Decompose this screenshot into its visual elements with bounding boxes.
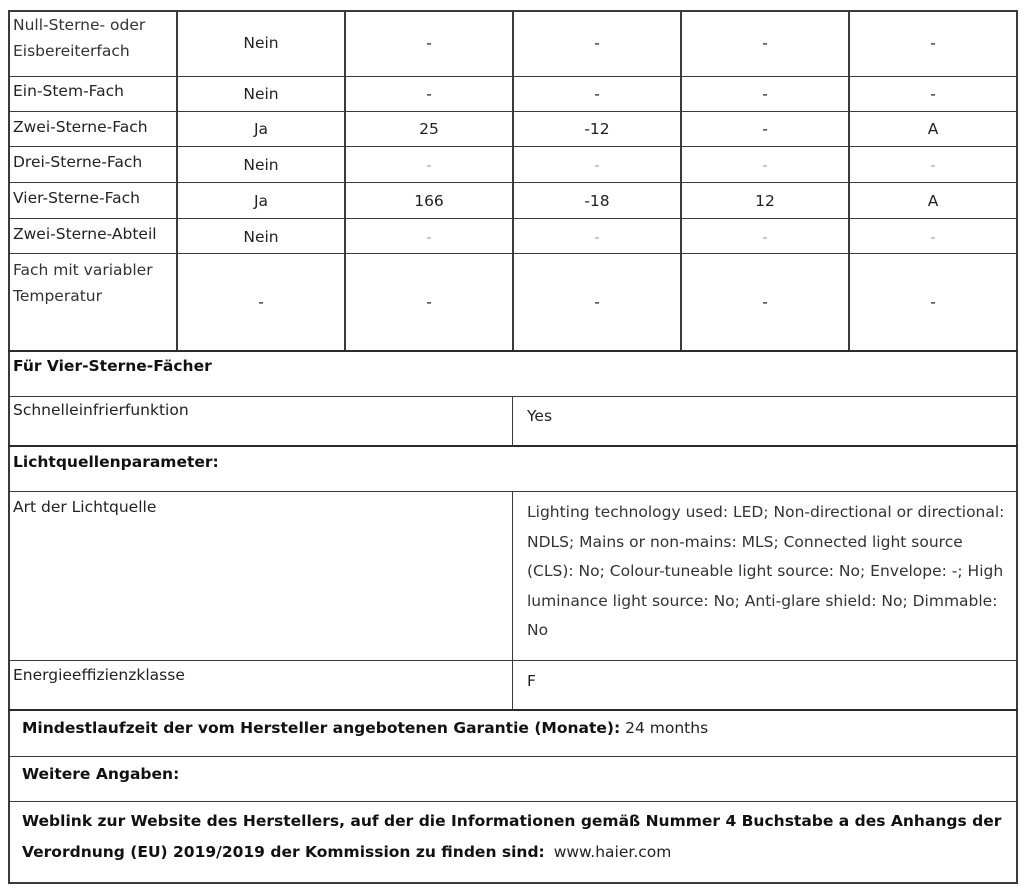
weblink-text-line2: Verordnung (EU) 2019/2019 der Kommission zu finden sind: (22, 843, 545, 861)
kv-divider (512, 491, 513, 710)
section-line (8, 709, 1018, 711)
light-type-label: Art der Lichtquelle (13, 498, 157, 516)
compartment-name: Zwei-Sterne-Abteil (13, 225, 157, 243)
border-left (8, 10, 10, 884)
compartment-name: Ein-Stem-Fach (13, 82, 124, 100)
compartment-value: - (930, 156, 936, 174)
further-info-heading: Weitere Angaben: (22, 765, 180, 783)
compartment-value: - (426, 228, 432, 246)
compartment-name: Drei-Sterne-Fach (13, 153, 143, 171)
light-heading: Lichtquellenparameter: (13, 453, 219, 471)
compartment-value: 12 (755, 192, 775, 210)
row-line (8, 253, 1018, 254)
compartment-value: - (426, 156, 432, 174)
compartment-value: -18 (584, 192, 610, 210)
row-line (8, 146, 1018, 147)
row-line (8, 756, 1018, 757)
energy-class-label: Energieeffizienzklasse (13, 666, 185, 684)
compartment-name: Null-Sterne- oder Eisbereiterfach (13, 16, 146, 60)
weblink-line2 (22, 840, 671, 864)
compartment-value: - (594, 34, 600, 52)
section-line (8, 350, 1018, 352)
energy-class-value: F (527, 672, 536, 690)
row-line (8, 182, 1018, 183)
compartment-value: -12 (584, 120, 610, 138)
light-type-value: Lighting technology used: LED; Non-directional or directional: NDLS; Mains or non-mains: MLS; Connected light source (CLS): No; Colour-tuneable light source: No; Envelope: -; High luminance light source: No; Anti-glare shield: No; Dimmable: No (527, 503, 1005, 639)
section-line (8, 445, 1018, 447)
compartment-value: - (762, 293, 768, 311)
row-line (8, 111, 1018, 112)
compartment-value: - (426, 293, 432, 311)
compartment-value: - (762, 120, 768, 138)
compartment-present: Ja (253, 120, 269, 138)
compartment-present: Nein (243, 34, 279, 52)
compartment-name: Fach mit variabler Temperatur (13, 261, 153, 305)
compartment-present: Nein (243, 228, 279, 246)
row-line (8, 218, 1018, 219)
quick-freeze-value: Yes (527, 407, 553, 425)
compartment-present: Ja (253, 192, 269, 210)
row-line (8, 801, 1018, 802)
compartment-value: A (927, 120, 939, 138)
kv-divider (512, 396, 513, 446)
compartment-value: - (762, 34, 768, 52)
compartment-present: Nein (243, 156, 279, 174)
compartment-value: - (930, 228, 936, 246)
compartment-value: 25 (419, 120, 439, 138)
compartment-present: - (258, 293, 264, 311)
compartment-value: 166 (414, 192, 444, 210)
compartment-value: - (594, 156, 600, 174)
row-line (8, 76, 1018, 77)
quick-freeze-label: Schnelleinfrierfunktion (13, 401, 189, 419)
border-right (1016, 10, 1018, 884)
compartment-value: - (762, 228, 768, 246)
compartment-value: - (426, 85, 432, 103)
row-line (8, 660, 1018, 661)
compartment-present: Nein (243, 85, 279, 103)
compartment-name: Vier-Sterne-Fach (13, 189, 140, 207)
compartment-value: - (594, 293, 600, 311)
row-line (8, 491, 1018, 492)
compartment-value: - (930, 293, 936, 311)
compartment-value: - (762, 156, 768, 174)
compartment-value: - (930, 34, 936, 52)
compartment-value: - (762, 85, 768, 103)
warranty-value: 24 months (625, 719, 709, 737)
warranty-line (22, 716, 708, 740)
compartment-value: - (594, 228, 600, 246)
compartment-value: - (930, 85, 936, 103)
weblink-text-line1: Weblink zur Website des Herstellers, auf der die Informationen gemäß Nummer 4 Buchstabe a des Anhangs der (22, 812, 1002, 830)
compartment-value: - (594, 85, 600, 103)
compartment-value: A (927, 192, 939, 210)
manufacturer-link[interactable]: www.haier.com (553, 843, 672, 861)
compartment-value: - (426, 34, 432, 52)
warranty-label: Mindestlaufzeit der vom Hersteller angebotenen Garantie (Monate): (22, 719, 621, 737)
row-line (8, 396, 1018, 397)
border-bottom (8, 882, 1018, 884)
compartment-name: Zwei-Sterne-Fach (13, 118, 148, 136)
four-star-heading: Für Vier-Sterne-Fächer (13, 357, 212, 375)
